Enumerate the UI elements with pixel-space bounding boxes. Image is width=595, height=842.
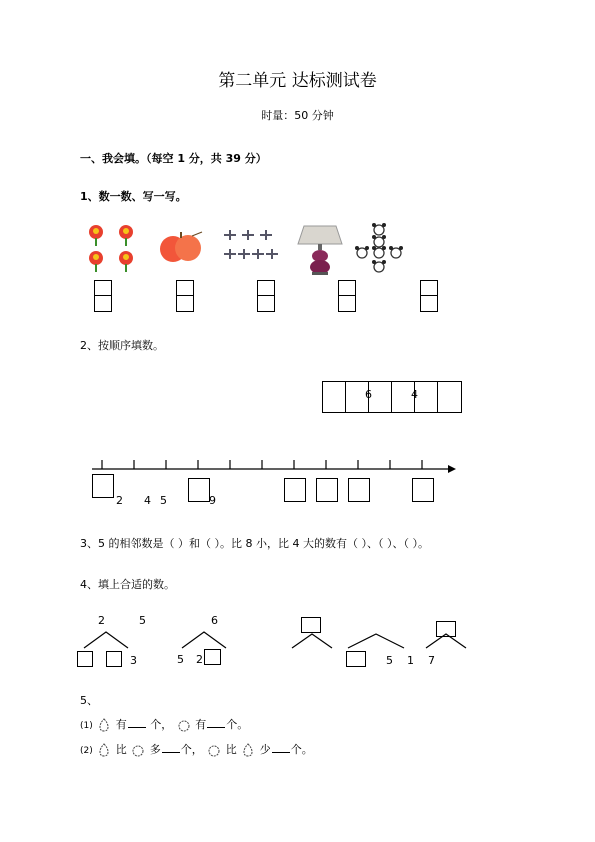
pandas-picture xyxy=(354,222,404,278)
apple-icon xyxy=(130,743,146,757)
bond-b-right: 2 xyxy=(196,653,203,666)
apple-icon xyxy=(176,718,192,732)
numberline-box[interactable] xyxy=(316,478,338,502)
airplanes-picture xyxy=(222,226,278,262)
sequence-grid xyxy=(322,381,462,413)
sequence-value: 4 xyxy=(411,388,418,401)
number-line xyxy=(88,456,460,480)
page-title: 第二单元 达标测试卷 xyxy=(218,71,377,91)
item-number: (2) xyxy=(80,746,93,756)
bond-a-right: 3 xyxy=(130,654,137,667)
text-ge: 个， xyxy=(180,743,203,756)
bond-b-top: 5 xyxy=(139,614,146,627)
numberline-label: 4 xyxy=(144,494,151,507)
bond-a-left-box[interactable] xyxy=(77,651,93,667)
text-bi: 比 xyxy=(115,743,127,756)
item-number: (1) xyxy=(80,721,93,731)
bond-c-top-box[interactable] xyxy=(301,617,321,633)
answer-blank[interactable] xyxy=(272,752,290,753)
answer-blank[interactable] xyxy=(128,727,146,728)
time-limit: 时量：50 分钟 xyxy=(261,109,334,122)
section-heading: 一、我会填。（每空 1 分，共 39 分） xyxy=(80,152,267,165)
numberline-label: 2 xyxy=(116,494,123,507)
text-you: 有 xyxy=(115,718,127,731)
sequence-cell[interactable] xyxy=(437,381,462,413)
sequence-cell[interactable] xyxy=(322,381,346,413)
bond-a-top: 2 xyxy=(98,614,105,627)
text-shao: 少 xyxy=(259,743,271,756)
question-5-line-1 xyxy=(80,716,248,732)
text-bi: 比 xyxy=(225,743,237,756)
answer-blank[interactable] xyxy=(162,752,180,753)
bond-e-top-box[interactable] xyxy=(436,621,456,637)
numberline-label: 5 xyxy=(160,494,167,507)
answer-box-lamp[interactable] xyxy=(338,280,356,312)
numberline-box[interactable] xyxy=(412,478,434,502)
number-bonds xyxy=(70,610,490,680)
question-4-heading: 4、填上合适的数。 xyxy=(80,578,175,591)
answer-box-apples[interactable] xyxy=(176,280,194,312)
numberline-label: 9 xyxy=(209,494,216,507)
pear-icon xyxy=(96,743,112,757)
question-1-heading: 1、数一数、写一写。 xyxy=(80,190,187,203)
apples-picture xyxy=(158,230,204,264)
bond-d-box[interactable] xyxy=(346,651,366,667)
answer-box-pandas[interactable] xyxy=(420,280,438,312)
question-2-heading: 2、按顺序填数。 xyxy=(80,339,164,352)
airplane-icon xyxy=(224,230,278,259)
bond-b-left: 5 xyxy=(177,653,184,666)
numberline-box[interactable] xyxy=(284,478,306,502)
pear-icon xyxy=(96,718,112,732)
text-ge: 个， xyxy=(150,718,173,731)
flowers-picture xyxy=(84,222,142,274)
lamp-picture xyxy=(296,224,344,276)
pear-icon xyxy=(240,743,256,757)
apple-icon xyxy=(206,743,222,757)
text-you: 有 xyxy=(195,718,207,731)
text-ge: 个。 xyxy=(290,743,313,756)
bond-e-right: 7 xyxy=(428,654,435,667)
question-5-heading: 5、 xyxy=(80,694,98,707)
text-duo: 多 xyxy=(149,743,161,756)
answer-box-flowers[interactable] xyxy=(94,280,112,312)
sequence-cell xyxy=(411,381,438,413)
sequence-value: 6 xyxy=(365,388,372,401)
bond-c-top: 6 xyxy=(211,614,218,627)
bond-a-mid-box[interactable] xyxy=(106,651,122,667)
answer-box-airplanes[interactable] xyxy=(257,280,275,312)
bond-b-box[interactable] xyxy=(204,649,221,665)
bond-d-right: 5 xyxy=(386,654,393,667)
sequence-cell xyxy=(365,381,392,413)
question-5-line-2 xyxy=(80,741,313,757)
numberline-box[interactable] xyxy=(348,478,370,502)
numberline-box[interactable] xyxy=(92,474,114,498)
bond-e-left: 1 xyxy=(407,654,414,667)
answer-blank[interactable] xyxy=(207,727,225,728)
flower-icon xyxy=(89,225,103,246)
text-ge: 个。 xyxy=(226,718,249,731)
question-3: 3、5 的相邻数是（ ）和（ ）。比 8 小，比 4 大的数有（ ）、（ ）、（ ）。 xyxy=(80,537,429,550)
numberline-box[interactable] xyxy=(188,478,210,502)
